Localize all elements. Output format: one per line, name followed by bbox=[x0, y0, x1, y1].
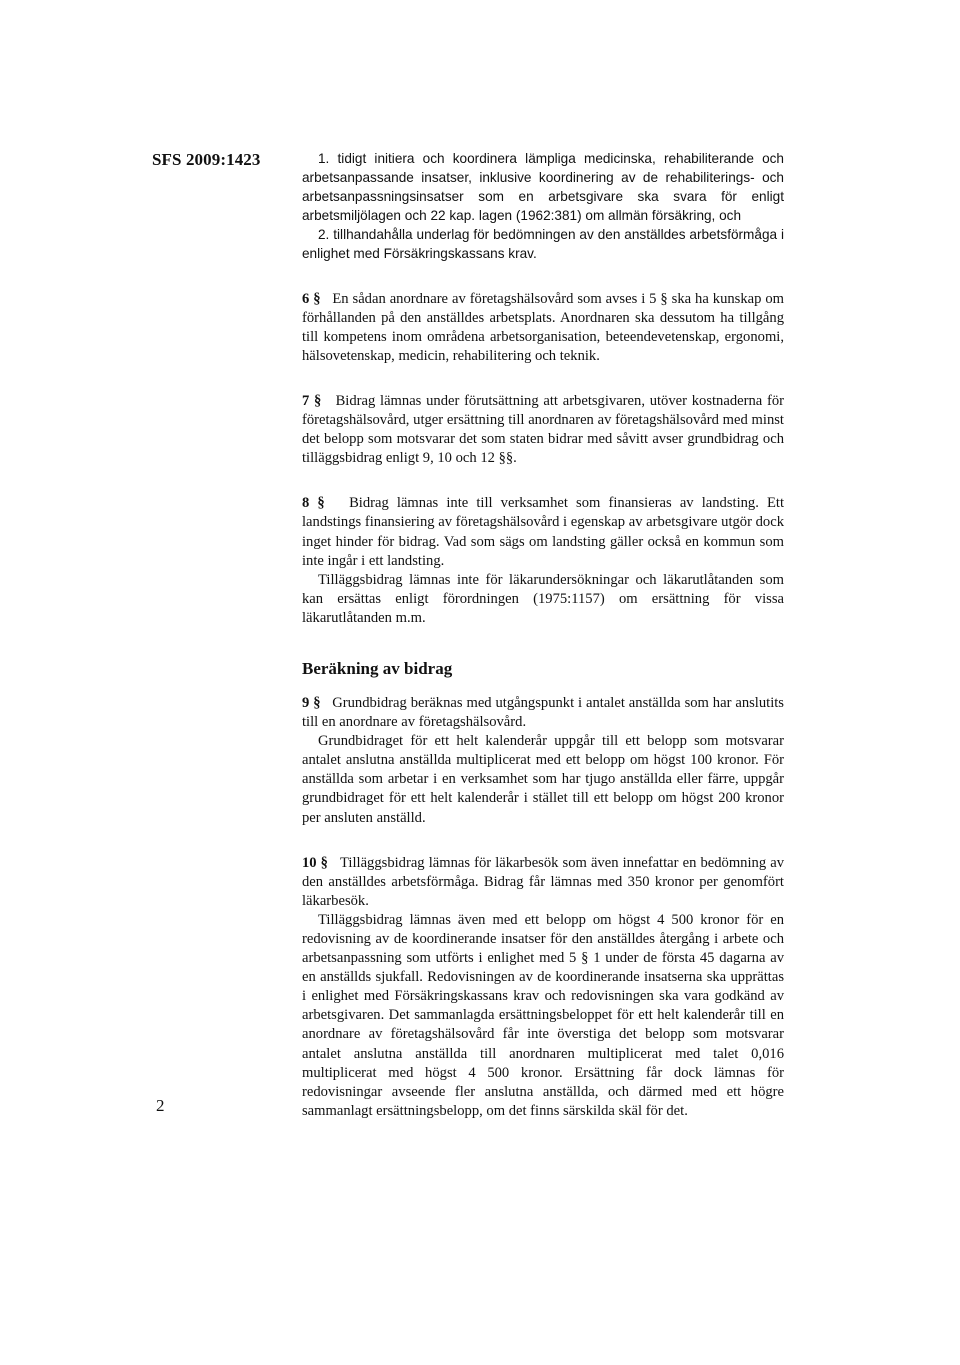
section-6 bbox=[302, 290, 784, 366]
section-8-number: 8 § bbox=[302, 495, 325, 512]
list-item-2: 2. tillhandahålla underlag för bedömningen av den anställdes arbetsförmåga i enlighet med Försäkringskassans krav. bbox=[302, 227, 784, 262]
document-body bbox=[302, 149, 784, 1121]
sfs-number: SFS 2009:1423 bbox=[152, 150, 261, 169]
section-9 bbox=[302, 694, 784, 732]
section-8-text: Bidrag lämnas inte till verksamhet som finansieras av landsting. Ett landstings finansiering av företagshälsovård i egenskap av arbetsgivare utgör dock inget hinder för bidrag. Vad som sägs om landsting gäller också en kommun som inte ingår i ett landsting. bbox=[302, 495, 784, 569]
section-8 bbox=[302, 494, 784, 570]
section-9-text: Grundbidrag beräknas med utgångspunkt i antalet anställda som har anslutits till en anordnare av företagshälsovård. bbox=[302, 694, 784, 731]
page-number: 2 bbox=[156, 1096, 165, 1115]
section-7 bbox=[302, 392, 784, 468]
list-item-1: 1. tidigt initiera och koordinera lämpliga medicinska, rehabiliterande och arbetsanpassande insatser, inklusive koordinering av de rehabiliterings- och arbetsanpassningsinsatser som en arbetsgivare ska svara för enligt arbetsmiljölagen och 22 kap. lagen (1962:381) om allmän försäkring, och bbox=[302, 151, 784, 224]
section-6-text: En sådan anordnare av företagshälsovård som avses i 5 § ska ha kunskap om förhållanden på den anställdes arbetsplats. Anordnaren ska dessutom ha tillgång till kompetens inom områdena arbetsorganisation, beteendevetenskap, ergonomi, hälsovetenskap, medicin, rehabilitering och teknik. bbox=[302, 290, 784, 364]
section-10-text: Tilläggsbidrag lämnas för läkarbesök som även innefattar en bedömning av den anställdes arbetsförmåga. Bidrag får lämnas med 350 kronor per genomfört läkarbesök. bbox=[302, 854, 784, 909]
section-10 bbox=[302, 854, 784, 911]
section-7-text: Bidrag lämnas under förutsättning att arbetsgivaren, utöver kostnaderna för företagshälsovård, utger ersättning till anordnaren av företagshälsovård med minst det belopp som motsvarar det som staten bidrar med såvitt avser grundbidrag och tilläggsbidrag enligt 9, 10 och 12 §§. bbox=[302, 392, 784, 467]
section-10-number: 10 § bbox=[302, 854, 328, 871]
section-9-paragraph-2: Grundbidraget för ett helt kalenderår uppgår till ett belopp som motsvarar antalet anslutna anställda multiplicerat med ett belopp om högst 100 kronor. För anställda som arbetar i en verksamhet som har tjugo anställda eller färre, uppgår grundbidraget för ett helt kalenderår i stället till ett belopp om högst 200 kronor per ansluten anställd. bbox=[302, 733, 784, 826]
section-heading: Beräkning av bidrag bbox=[302, 658, 453, 678]
section-8-paragraph-2: Tilläggsbidrag lämnas inte för läkarundersökningar och läkarutlåtanden som kan ersättas enligt förordningen (1975:1157) om ersättning för vissa läkarutlåtanden m.m. bbox=[302, 571, 784, 626]
section-9-number: 9 § bbox=[302, 694, 321, 711]
section-7-number: 7 § bbox=[302, 392, 322, 409]
section-6-number: 6 § bbox=[302, 290, 321, 307]
section-10-paragraph-2: Tilläggsbidrag lämnas även med ett belopp om högst 4 500 kronor för en redovisning av de koordinerande insatser för den anställdes återgång i arbete och arbetsanpassning som utförts i enlighet med 5 § 1 under de första 45 dagarna av en anställds sjukfall. Redovisningen av de koordinerande insatserna ska upprättas i enlighet med Försäkringskassans krav och redovisningen ska vara godkänd av arbetsgivaren. Det sammanlagda ersättningsbeloppet för ett helt kalenderår till en anordnare av företagshälsovård får inte överstiga det belopp som motsvarar antalet anslutna anställda till anordnaren multiplicerat med talet 0,016 multiplicerat med högst 4 500 kronor. Ersättning får dock lämnas för redovisningar avseende fler anslutna anställda, och därmed med ett högre sammanlagt ersättningsbelopp, om det finns särskilda skäl för det. bbox=[302, 911, 784, 1119]
